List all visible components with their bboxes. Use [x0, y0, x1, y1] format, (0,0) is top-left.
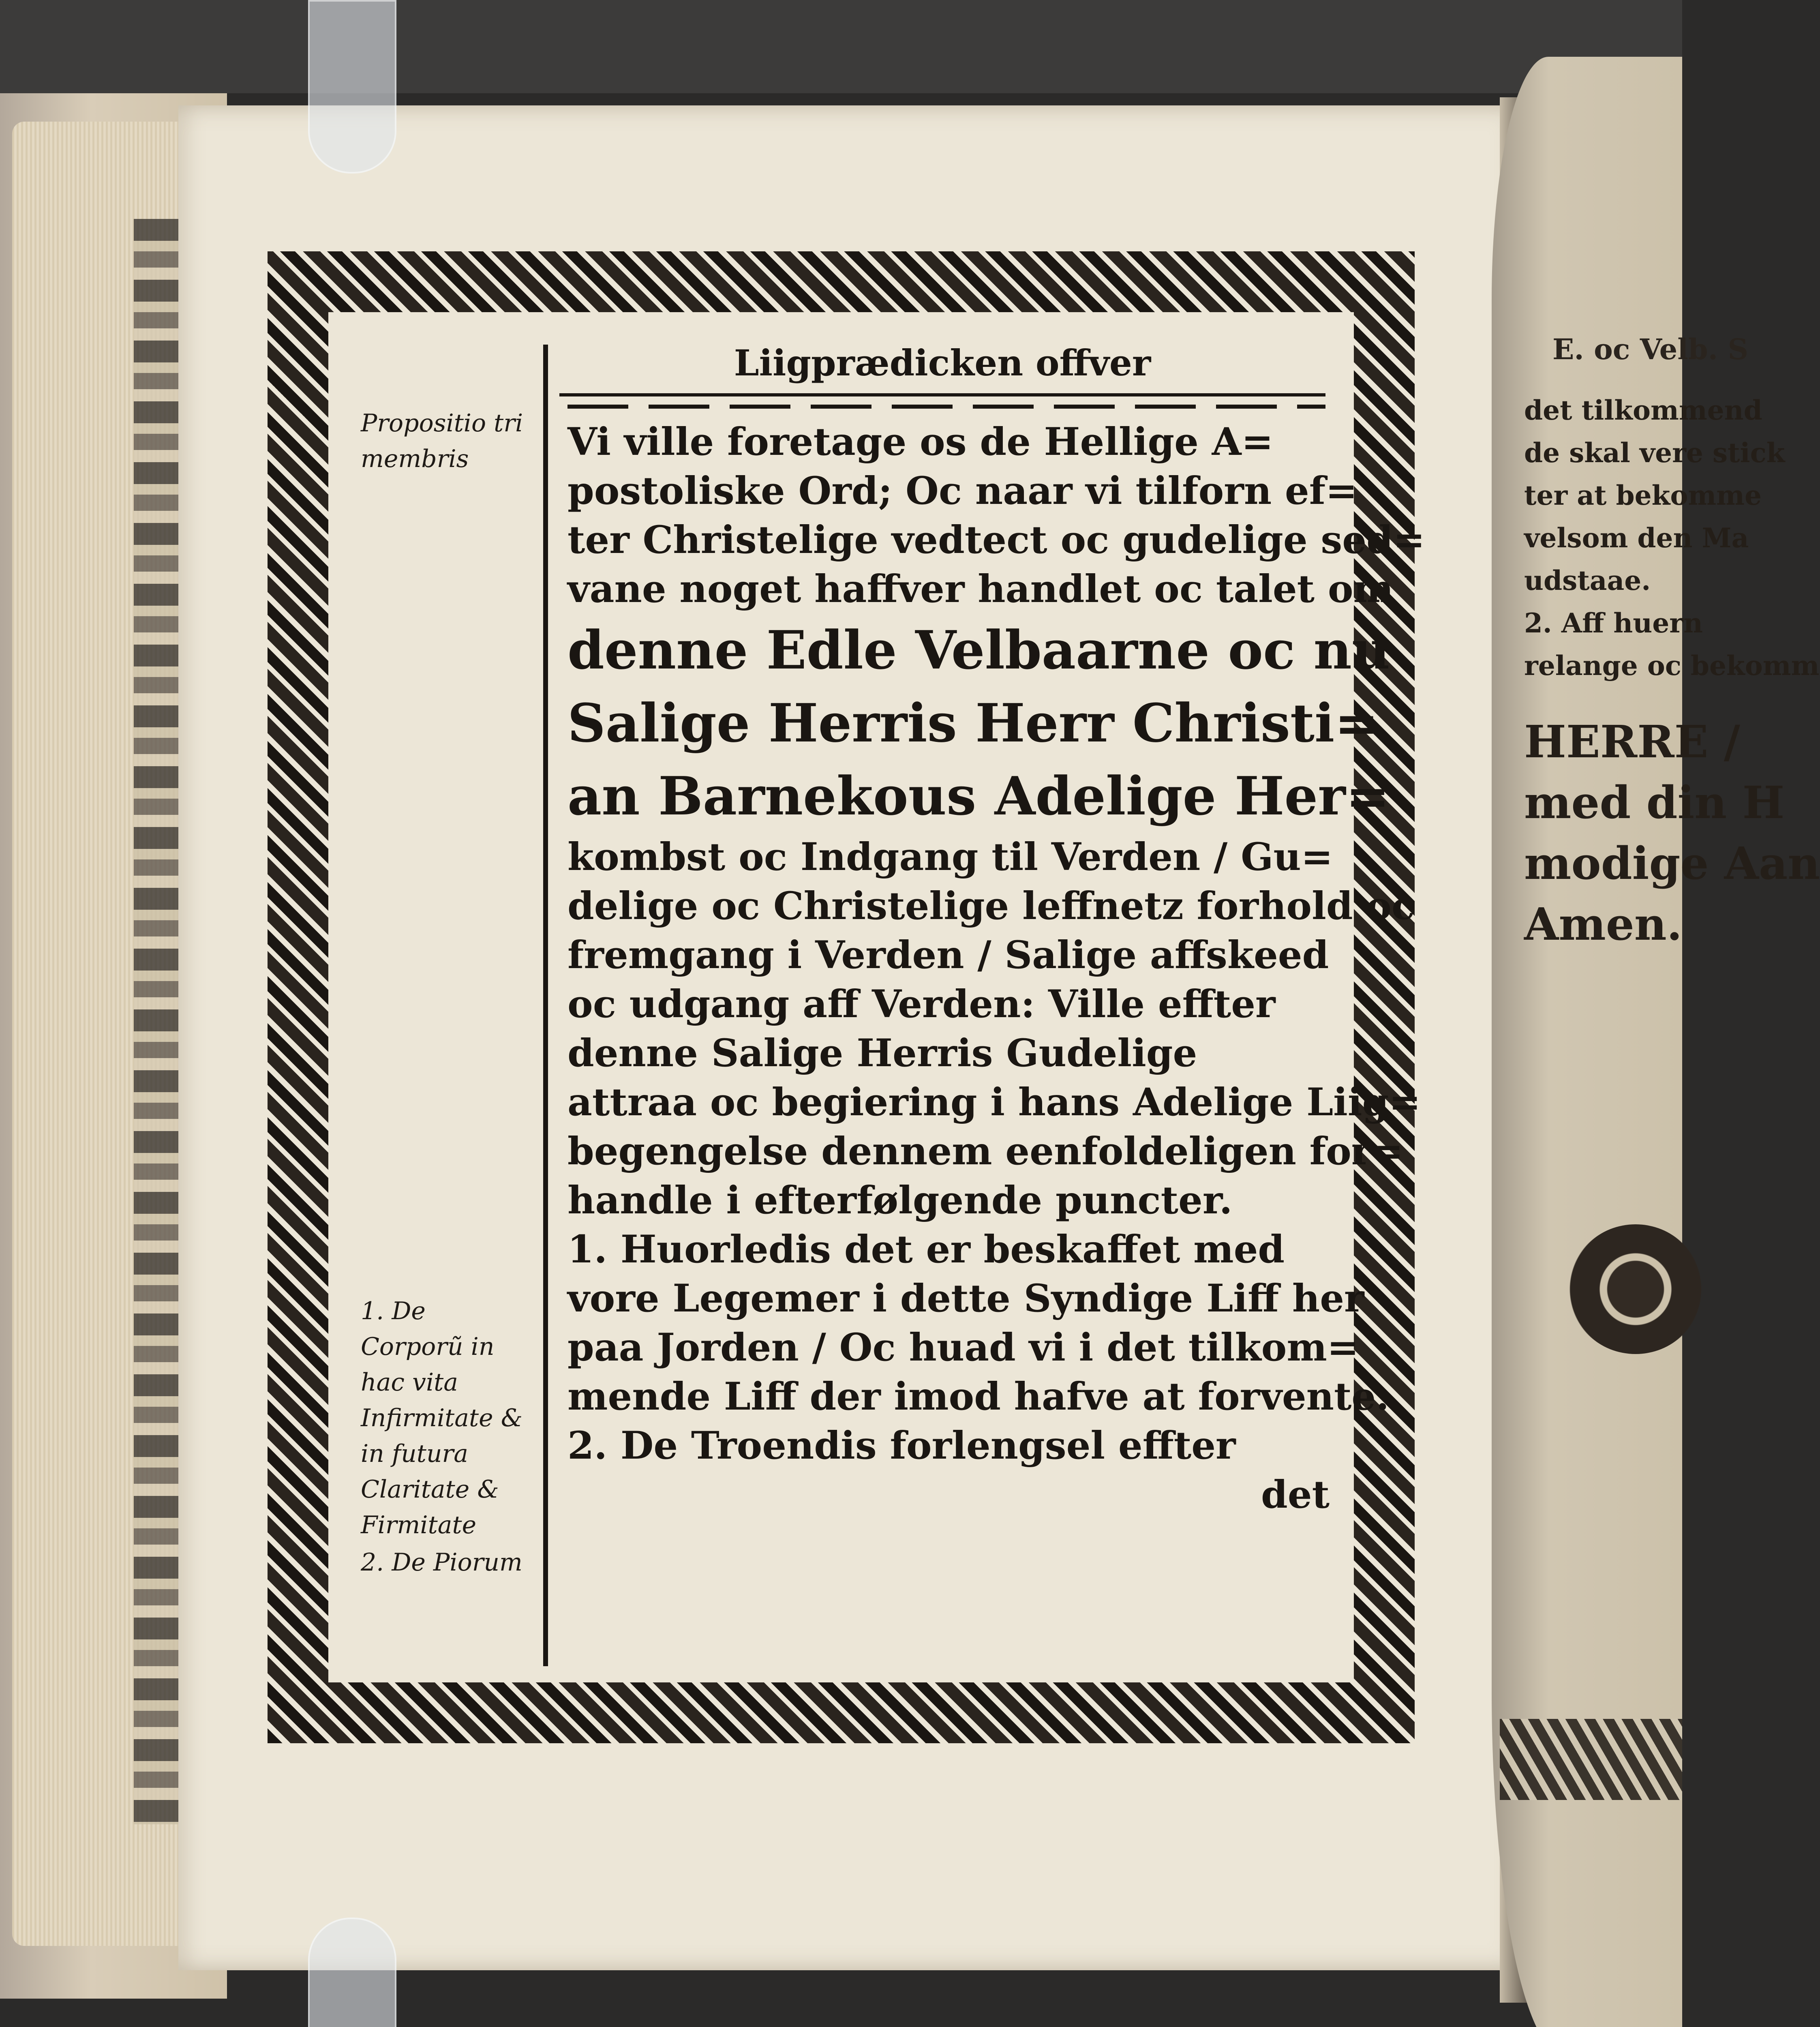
text-line: 1. Huorledis det er beskaffet med — [567, 1227, 1285, 1272]
right-page-border-ornament — [1500, 1719, 1682, 1800]
text-line: denne Edle Velbaarne oc nu — [567, 619, 1390, 681]
text-line: paa Jorden / Oc huad vi i det tilkom= — [567, 1325, 1359, 1370]
margin-note-de-corporum: 1. De Corporũ in hac vita Infirmitate & in futura Claritate & Firmitate — [361, 1297, 523, 1539]
right-line: med din H — [1524, 776, 1785, 829]
right-line: ter at bekomme — [1524, 480, 1762, 511]
text-line: an Barnekous Adelige Her= — [567, 765, 1390, 827]
right-line: HERRE / — [1524, 716, 1740, 768]
text-line: handle i efterfølgende puncter. — [567, 1178, 1233, 1223]
text-line: delige oc Christelige leffnetz forhold oc — [567, 884, 1415, 928]
text-line: vore Legemer i dette Syndige Liff her — [567, 1276, 1364, 1321]
right-page-running-head: E. oc Velb. S — [1552, 332, 1749, 366]
text-line: denne Salige Herris Gudelige — [567, 1031, 1197, 1076]
text-line: ter Christelige vedtect oc gudelige sed= — [567, 518, 1425, 562]
right-line: modige Aan — [1524, 837, 1820, 889]
margin-rule — [543, 345, 548, 1666]
text-line: fremgang i Verden / Salige affskeed — [567, 933, 1329, 977]
text-block — [349, 332, 1425, 1662]
right-line: velsom den Ma — [1524, 522, 1749, 554]
right-line: udstaae. — [1524, 565, 1651, 596]
text-line: Salige Herris Herr Christi= — [567, 692, 1379, 754]
tailpiece-ornament — [1569, 1224, 1702, 1354]
right-line: det tilkommend — [1524, 394, 1762, 426]
facing-page-border-edge — [134, 219, 180, 1824]
text-line: oc udgang aff Verden: Ville effter — [567, 982, 1276, 1026]
text-line: 2. De Troendis forlengsel effter — [567, 1423, 1236, 1468]
head-rule — [567, 405, 1325, 409]
text-line: postoliske Ord; Oc naar vi tilforn ef= — [567, 469, 1358, 513]
text-line: begengelse dennem eenfoldeligen for= — [567, 1129, 1404, 1174]
right-line: de skal vere stick — [1524, 437, 1785, 469]
text-line: attraa oc begiering i hans Adelige Liig= — [567, 1080, 1421, 1125]
right-page-text — [1524, 389, 1820, 955]
body-text — [567, 418, 1425, 1519]
right-line: relange oc bekomm — [1524, 650, 1820, 681]
text-line: mende Liff der imod hafve at forvente. — [567, 1374, 1389, 1419]
margin-note-propositio: Propositio tri membris — [361, 409, 523, 473]
text-line: vane noget haffver handlet oc talet om — [567, 567, 1394, 611]
margin-note-de-piorum: 2. De Piorum — [361, 1548, 522, 1577]
text-line: kombst oc Indgang til Verden / Gu= — [567, 835, 1333, 879]
background-top — [0, 0, 1682, 93]
text-line-catchword: det — [1261, 1472, 1330, 1517]
running-head: Liigprædicken offver — [559, 332, 1325, 396]
text-line: Vi ville foretage os de Hellige A= — [567, 420, 1274, 464]
book-clip-bottom — [308, 1918, 396, 2027]
book-clip-top — [308, 0, 396, 174]
right-line: Amen. — [1524, 898, 1682, 950]
right-line: 2. Aff huern — [1524, 607, 1703, 639]
